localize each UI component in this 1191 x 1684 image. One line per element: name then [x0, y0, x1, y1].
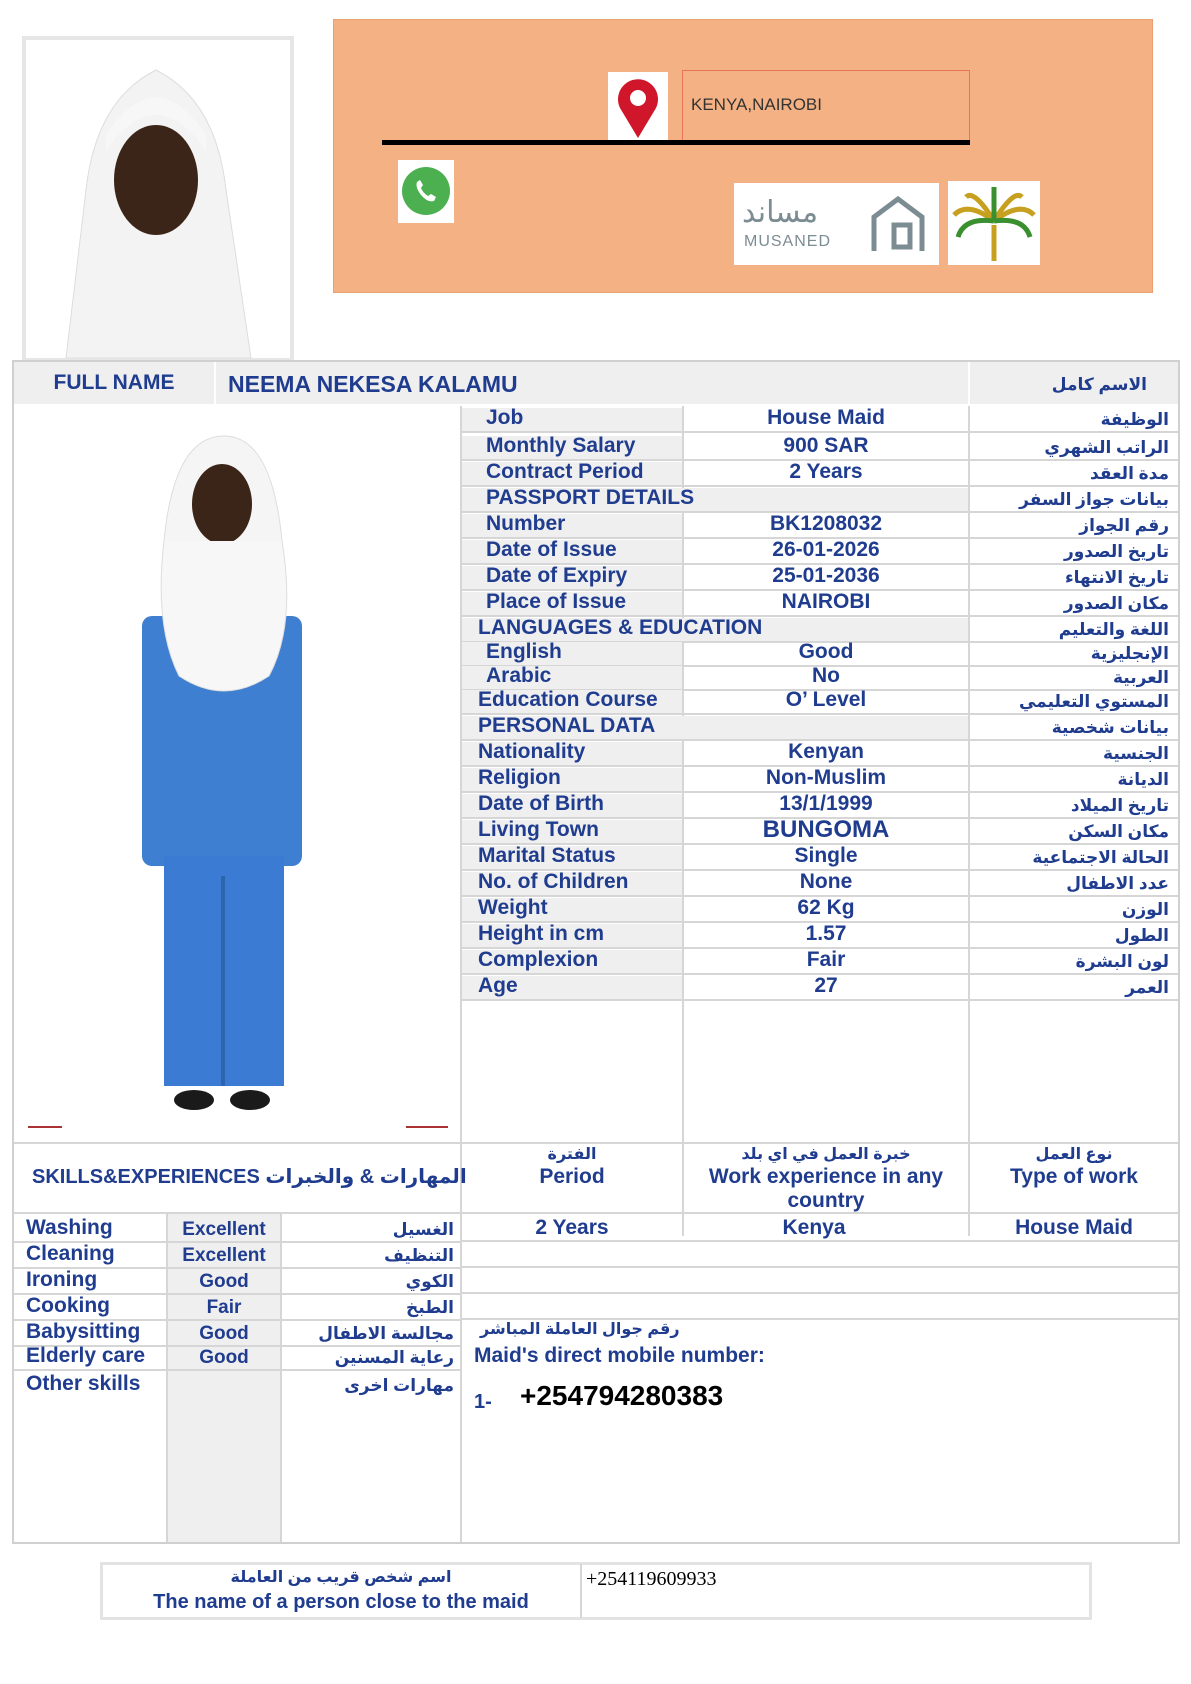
info-label: Height in cm [478, 922, 605, 945]
skill-ar: الكوي [405, 1272, 454, 1291]
full-name-label: FULL NAME [53, 371, 175, 394]
info-label: English [486, 640, 562, 663]
info-value: 1.57 [805, 922, 847, 945]
info-label-ar: مدة العقد [1090, 464, 1169, 483]
location-text: KENYA,NAIROBI [682, 70, 970, 142]
period-header-ar: الفترة [547, 1146, 597, 1163]
info-value: BK1208032 [769, 512, 883, 535]
info-label: Complexion [478, 948, 599, 971]
section-title: PERSONAL DATA [478, 714, 656, 737]
info-value: Kenyan [788, 740, 864, 763]
info-label: Weight [478, 896, 548, 919]
info-value: O’ Level [785, 688, 867, 711]
info-label-ar: تاريخ الانتهاء [1064, 568, 1169, 587]
info-label-ar: الحالة الاجتماعية [1032, 848, 1169, 867]
full-name-label-ar: الاسم كامل [1051, 375, 1147, 394]
divider [382, 140, 970, 145]
info-label: Number [486, 512, 566, 535]
info-label-ar: عدد الاطفال [1066, 874, 1169, 893]
contact-number: +254119609933 [586, 1568, 717, 1590]
info-label-ar: الجنسية [1103, 744, 1169, 763]
type-work-header-ar: نوع العمل [1035, 1146, 1113, 1163]
info-value: 13/1/1999 [779, 792, 873, 815]
info-value: NAIROBI [781, 590, 871, 613]
section-title-ar: بيانات جواز السفر [1019, 490, 1169, 509]
work-exp-header-ar: خبرة العمل في اي بلد [741, 1146, 911, 1163]
info-label: Arabic [486, 664, 552, 687]
info-label: Monthly Salary [486, 434, 636, 457]
contact-label: The name of a person close to the maid [153, 1591, 529, 1613]
skill-level: Good [199, 1271, 249, 1292]
info-label: Education Course [478, 688, 658, 711]
section-title: LANGUAGES & EDUCATION [478, 616, 763, 639]
mobile-label: Maid's direct mobile number: [474, 1344, 765, 1367]
exp-period: 2 Years [535, 1216, 609, 1239]
section-title-ar: اللغة والتعليم [1058, 620, 1169, 639]
portrait-photo [22, 36, 294, 362]
info-label-ar: مكان السكن [1068, 822, 1169, 841]
skill-level: Fair [206, 1297, 242, 1318]
skill-ar: مهارات اخرى [344, 1376, 454, 1395]
location-pin-icon [608, 72, 668, 140]
info-value: Non-Muslim [765, 766, 887, 789]
info-label: Date of Issue [486, 538, 617, 561]
skill-name: Ironing [26, 1268, 98, 1291]
skill-level: Good [199, 1347, 249, 1368]
info-label: Living Town [478, 818, 599, 841]
skill-name: Cooking [26, 1294, 110, 1317]
info-label-ar: الطول [1114, 926, 1169, 945]
work-exp-header: Work experience in any country [708, 1165, 944, 1212]
skill-name: Babysitting [26, 1320, 141, 1343]
info-value: House Maid [767, 406, 885, 429]
info-label-ar: الديانة [1117, 770, 1169, 789]
info-value: 25-01-2036 [772, 564, 880, 587]
section-title: PASSPORT DETAILS [486, 486, 695, 509]
info-label-ar: تاريخ الصدور [1063, 542, 1169, 561]
exp-country: Kenya [782, 1216, 846, 1239]
info-label: Date of Expiry [486, 564, 628, 587]
full-body-photo [14, 406, 458, 1142]
type-work-header: Type of work [1010, 1165, 1138, 1188]
info-value: 62 Kg [797, 896, 855, 919]
info-value: Good [798, 640, 854, 663]
skill-level: Excellent [182, 1219, 266, 1240]
info-label-ar: مكان الصدور [1063, 594, 1169, 613]
palm-emblem-logo [948, 181, 1040, 265]
info-label-ar: العربية [1112, 668, 1169, 687]
skill-ar: مجالسة الاطفال [318, 1324, 454, 1343]
skill-name: Elderly care [26, 1344, 146, 1367]
full-name-value: NEEMA NEKESA KALAMU [228, 371, 518, 397]
info-label-ar: الوظيفة [1100, 410, 1169, 429]
info-label-ar: رقم الجواز [1079, 516, 1169, 535]
skill-level: Excellent [182, 1245, 266, 1266]
whatsapp-phone-icon [398, 160, 454, 223]
info-label: Religion [478, 766, 561, 789]
contact-label-ar: اسم شخص قريب من العاملة [230, 1569, 452, 1586]
info-value: 26-01-2026 [772, 538, 880, 561]
skill-ar: الطبخ [406, 1298, 454, 1317]
info-label: Date of Birth [478, 792, 604, 815]
info-value: Single [794, 844, 858, 867]
mobile-label-ar: رقم جوال العاملة المباشر [480, 1321, 680, 1338]
info-value: None [799, 870, 853, 893]
info-label: Job [486, 406, 524, 429]
mobile-number: +254794280383 [520, 1380, 724, 1411]
info-value: Fair [806, 948, 846, 971]
info-label-ar: لون البشرة [1075, 952, 1169, 971]
info-label: Place of Issue [486, 590, 627, 613]
info-value: BUNGOMA [762, 816, 890, 843]
info-label: Marital Status [478, 844, 616, 867]
info-value: No [812, 664, 840, 687]
info-value: 2 Years [789, 460, 863, 483]
info-label-ar: المستوي التعليمي [1018, 692, 1169, 711]
skill-ar: الغسيل [392, 1220, 454, 1239]
info-value: 900 SAR [783, 434, 869, 457]
info-label-ar: الراتب الشهري [1044, 438, 1169, 457]
info-label-ar: تاريخ الميلاد [1070, 796, 1169, 815]
info-value: 27 [814, 974, 838, 997]
skill-name: Other skills [26, 1372, 141, 1395]
musaned-logo: مساند MUSANED [734, 183, 939, 265]
info-label: Nationality [478, 740, 586, 763]
info-label: Contract Period [486, 460, 644, 483]
info-label-ar: الوزن [1121, 900, 1169, 919]
info-label: No. of Children [478, 870, 629, 893]
skill-name: Cleaning [26, 1242, 115, 1265]
skill-level: Good [199, 1323, 249, 1344]
skill-ar: التنظيف [384, 1246, 454, 1265]
mobile-prefix: 1- [474, 1391, 492, 1413]
skill-name: Washing [26, 1216, 113, 1239]
info-label-ar: العمر [1125, 978, 1169, 997]
skill-ar: رعاية المسنين [334, 1348, 454, 1367]
info-label-ar: الإنجليزية [1090, 644, 1169, 663]
info-label: Age [478, 974, 518, 997]
skills-title: SKILLS&EXPERIENCES المهارات & والخبرات [32, 1166, 467, 1188]
period-header: Period [539, 1165, 605, 1188]
section-title-ar: بيانات شخصية [1051, 718, 1169, 737]
exp-type: House Maid [1015, 1216, 1133, 1239]
